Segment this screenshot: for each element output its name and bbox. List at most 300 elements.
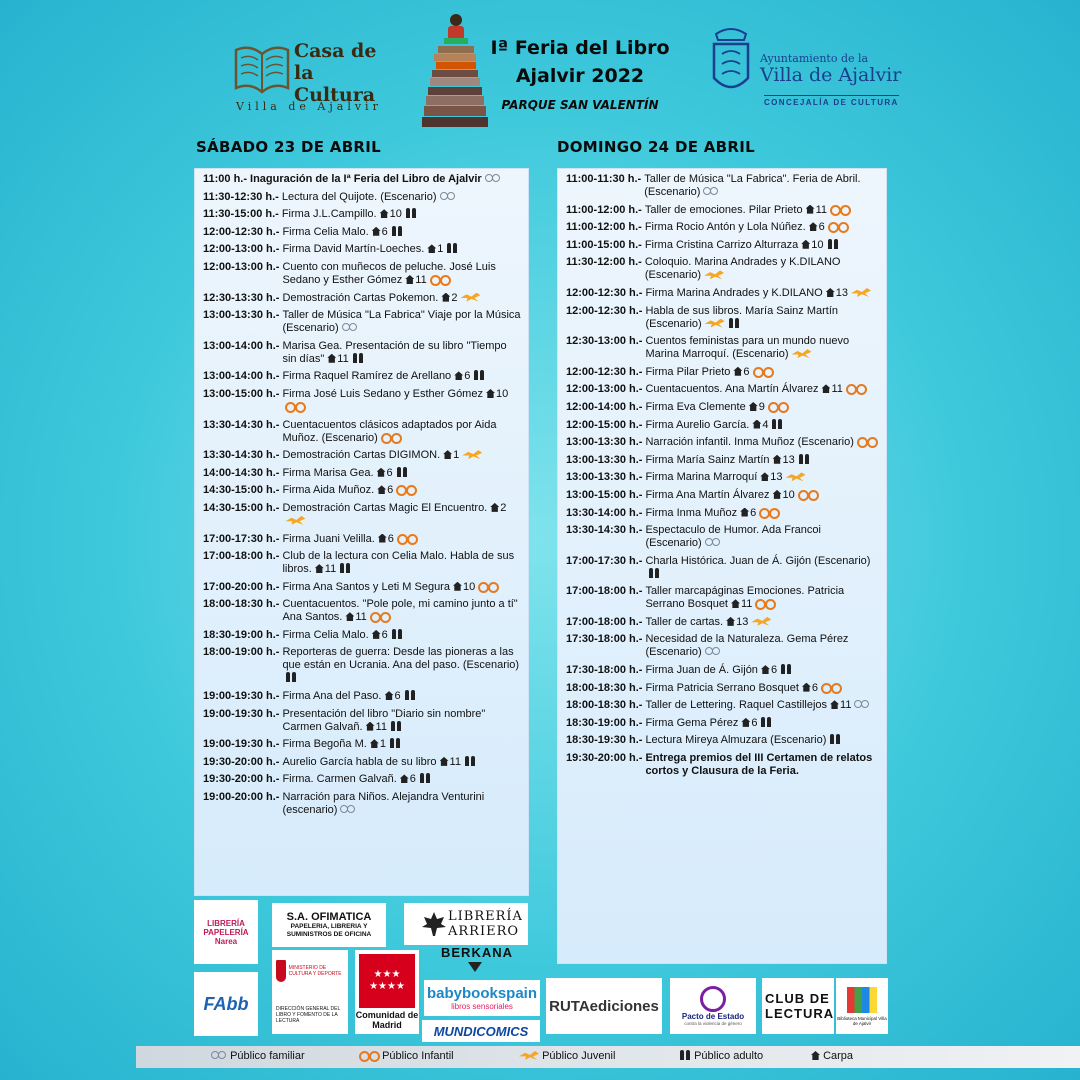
entry-time: 19:30-20:00 h.- bbox=[203, 755, 280, 768]
feria-title-line2: Ajalvir 2022 bbox=[515, 65, 645, 87]
child-audience-icon bbox=[396, 484, 416, 494]
entry-description bbox=[282, 467, 522, 480]
entry-time: 11:00-12:00 h.- bbox=[566, 203, 642, 216]
adult-audience-icon bbox=[352, 353, 364, 363]
casa-cultura-logo bbox=[232, 34, 392, 118]
schedule-entry bbox=[203, 708, 522, 734]
tent-number: 6 bbox=[770, 664, 778, 677]
entry-description bbox=[645, 633, 880, 659]
youth-audience-icon bbox=[704, 270, 724, 279]
entry-description-text: Firma Cristina Carrizo Alturraza bbox=[644, 238, 799, 251]
tent-number: 11 bbox=[449, 755, 461, 768]
entry-description-text: Taller de Música "La Fabrica". Feria de Abril. (Escenario) bbox=[644, 173, 861, 198]
entry-time: 12:00-13:00 h.- bbox=[203, 243, 280, 256]
entry-time: 19:00-20:00 h.- bbox=[203, 791, 280, 804]
entry-description bbox=[282, 226, 522, 239]
legend-juvenil bbox=[516, 1050, 615, 1062]
tent-number: 13 bbox=[782, 453, 795, 466]
pacto-estado-logo bbox=[670, 978, 756, 1034]
ayto-line1: Ayuntamiento de la bbox=[760, 52, 869, 65]
comunidad-madrid-logo bbox=[355, 950, 419, 1034]
adult-audience-icon bbox=[390, 721, 402, 731]
family-audience-icon bbox=[342, 322, 358, 332]
legend-carpa-label: Carpa bbox=[823, 1050, 854, 1062]
schedule-entry bbox=[203, 208, 522, 221]
entry-description-text: Marisa Gea. Presentación de su libro "Tiempo sin días" bbox=[282, 339, 507, 365]
entry-description-text: Firma Ana del Paso. bbox=[282, 690, 382, 703]
schedule-entry bbox=[566, 419, 880, 432]
entry-description bbox=[282, 449, 522, 462]
entry-time: 19:30-20:00 h.- bbox=[566, 752, 643, 765]
schedule-entry bbox=[203, 292, 522, 305]
tent-icon bbox=[490, 503, 499, 512]
entry-time: 19:00-19:30 h.- bbox=[203, 707, 280, 720]
child-audience-icon bbox=[821, 682, 841, 692]
saturday-title: SÁBADO 23 DE ABRIL bbox=[196, 138, 382, 156]
mundicomics-text: MUNDICOMICS bbox=[433, 1023, 529, 1039]
entry-description bbox=[645, 401, 880, 414]
feria-title-line1: Iª Feria del Libro bbox=[490, 37, 670, 59]
entry-description-text: Demostración Cartas Pokemon. bbox=[282, 291, 439, 304]
entry-time: 12:00-13:00 h.- bbox=[203, 260, 280, 273]
entry-time: 13:30-14:00 h.- bbox=[566, 506, 643, 519]
entry-description-text: Cuentos feministas para un mundo nuevo Marina Marroquí. (Escenario) bbox=[645, 335, 850, 361]
entry-description-text: Necesidad de la Naturaleza. Gema Pérez (Escenario) bbox=[645, 633, 849, 659]
entry-description bbox=[282, 738, 522, 751]
entry-time: 17:00-18:00 h.- bbox=[203, 550, 280, 563]
entry-description bbox=[282, 191, 522, 204]
entry-description bbox=[645, 734, 880, 747]
schedule-entry bbox=[566, 717, 880, 730]
tent-icon bbox=[773, 455, 782, 464]
schedule-entry bbox=[203, 550, 522, 576]
entry-description bbox=[282, 261, 522, 287]
entry-time: 12:00-12:30 h.- bbox=[566, 365, 643, 378]
tent-number: 1 bbox=[453, 449, 460, 462]
adult-audience-icon bbox=[760, 717, 772, 727]
schedule-entry bbox=[203, 226, 522, 239]
adult-audience-icon bbox=[464, 756, 476, 766]
youth-audience-icon bbox=[285, 516, 305, 525]
maple-leaf-icon bbox=[420, 910, 448, 938]
entry-description-text: Firma Gema Pérez bbox=[645, 716, 739, 729]
legend-carpa bbox=[808, 1050, 853, 1062]
entry-description bbox=[645, 383, 880, 396]
feria-title bbox=[480, 34, 680, 90]
youth-audience-icon bbox=[792, 349, 812, 358]
entry-description-text: Firma. Carmen Galvañ. bbox=[282, 773, 397, 786]
child-audience-icon bbox=[846, 383, 866, 393]
tent-number: 2 bbox=[451, 291, 458, 304]
child-audience-icon bbox=[285, 401, 305, 411]
schedule-entry bbox=[566, 256, 880, 282]
youth-audience-icon bbox=[705, 319, 725, 328]
entry-description bbox=[645, 616, 880, 629]
child-audience-icon bbox=[857, 436, 877, 446]
entry-time: 14:30-15:00 h.- bbox=[203, 484, 280, 497]
entry-description bbox=[282, 419, 522, 445]
schedule-entry bbox=[566, 366, 880, 379]
entry-description-text: Habla de sus libros. María Sainz Martín (Escenario) bbox=[645, 304, 839, 330]
tent-icon bbox=[454, 371, 463, 380]
entry-description bbox=[282, 502, 522, 528]
tent-icon bbox=[327, 354, 336, 363]
entry-time: 17:00-17:30 h.- bbox=[566, 554, 643, 567]
schedule-entry bbox=[203, 173, 522, 186]
entry-description-text: Cuento con muñecos de peluche. José Luis Sedano y Esther Gómez bbox=[282, 260, 496, 286]
arriero-text: LIBRERÍA ARRIERO bbox=[448, 909, 523, 939]
schedule-entry bbox=[566, 699, 880, 712]
adult-audience-icon bbox=[446, 243, 458, 253]
schedule-entry bbox=[203, 243, 522, 256]
entry-time: 13:30-14:30 h.- bbox=[203, 449, 280, 462]
tent-number: 4 bbox=[762, 418, 769, 431]
schedule-entry bbox=[203, 502, 522, 528]
entry-description bbox=[282, 773, 522, 786]
entry-description-text: Firma Celia Malo. bbox=[282, 628, 369, 641]
tent-number: 11 bbox=[831, 383, 843, 396]
schedule-entry bbox=[566, 585, 880, 611]
schedule-entry bbox=[203, 598, 522, 624]
entry-description bbox=[645, 489, 880, 502]
entry-description bbox=[645, 507, 880, 520]
entry-description-text: Firma Patricia Serrano Bosquet bbox=[645, 681, 799, 694]
tent-icon bbox=[830, 700, 839, 709]
schedule-entry bbox=[203, 738, 522, 751]
entry-time: 18:00-18:30 h.- bbox=[203, 598, 280, 611]
schedule-entry bbox=[203, 773, 522, 786]
tent-number: 11 bbox=[375, 720, 387, 733]
tent-icon bbox=[453, 582, 462, 591]
tent-icon bbox=[378, 534, 387, 543]
schedule-entry bbox=[566, 401, 880, 414]
schedule-entry bbox=[566, 335, 880, 361]
schedule-entry bbox=[566, 239, 880, 252]
entry-description-text: Charla Histórica. Juan de Á. Gijón (Escenario) bbox=[645, 554, 871, 567]
entry-description bbox=[645, 471, 880, 484]
schedule-entry bbox=[566, 204, 880, 217]
legend-juvenil-label: Público Juvenil bbox=[542, 1050, 616, 1062]
entry-time: 17:30-18:00 h.- bbox=[566, 633, 643, 646]
entry-description-text: Firma Celia Malo. bbox=[282, 225, 369, 238]
tent-icon bbox=[760, 472, 769, 481]
legend-familiar-label: Público familiar bbox=[230, 1050, 305, 1062]
tent-icon bbox=[441, 293, 450, 302]
schedule-entry bbox=[203, 388, 522, 414]
entry-description-text: Firma Ana Martín Álvarez bbox=[645, 488, 770, 501]
entry-description-text: Taller de emociones. Pilar Prieto bbox=[644, 203, 803, 216]
entry-description bbox=[282, 690, 522, 703]
schedule-entry bbox=[566, 489, 880, 502]
adult-audience-icon bbox=[771, 419, 783, 429]
entry-time: 13:00-15:00 h.- bbox=[203, 387, 280, 400]
schedule-entry bbox=[203, 629, 522, 642]
entry-time: 12:00-12:30 h.- bbox=[203, 225, 280, 238]
entry-time: 13:00-13:30 h.- bbox=[566, 471, 643, 484]
tent-number: 10 bbox=[389, 208, 402, 221]
entry-description bbox=[282, 309, 522, 335]
tent-icon bbox=[385, 691, 394, 700]
entry-description-text: Coloquio. Marina Andrades y K.DILANO (Escenario) bbox=[644, 256, 841, 282]
entry-description bbox=[282, 550, 522, 576]
child-audience-icon bbox=[768, 401, 788, 411]
entry-description-text: Cuentacuentos. "Pole pole, mi camino junto a tí" Ana Santos. bbox=[282, 598, 518, 624]
entry-description bbox=[645, 682, 880, 695]
schedule-entry bbox=[566, 664, 880, 677]
schedule-entry bbox=[203, 370, 522, 383]
adult-audience-icon bbox=[473, 370, 485, 380]
tent-icon bbox=[345, 612, 354, 621]
entry-description bbox=[282, 581, 522, 594]
entry-description bbox=[250, 173, 522, 186]
schedule-entry bbox=[203, 756, 522, 769]
entry-time: 18:00-18:30 h.- bbox=[566, 681, 643, 694]
child-audience-icon bbox=[381, 432, 401, 442]
sunday-title: DOMINGO 24 DE ABRIL bbox=[557, 138, 755, 156]
ministerio-text: MINISTERIO DE CULTURA Y DEPORTE bbox=[288, 965, 342, 977]
tent-icon bbox=[806, 205, 815, 214]
entry-time: 11:00-15:00 h.- bbox=[566, 238, 642, 251]
entry-time: 18:00-18:30 h.- bbox=[566, 699, 643, 712]
biblioteca-text: Biblioteca Municipal Villa de Ajalvir bbox=[837, 1015, 887, 1026]
entry-description bbox=[645, 305, 880, 331]
entry-time: 11:30-12:00 h.- bbox=[566, 256, 642, 269]
adult-audience-icon bbox=[780, 664, 792, 674]
entry-time: 17:30-18:00 h.- bbox=[566, 664, 643, 677]
schedule-entry bbox=[566, 752, 880, 778]
entry-description bbox=[645, 454, 880, 467]
tent-icon bbox=[740, 508, 749, 517]
entry-description bbox=[282, 388, 522, 414]
schedule-entry bbox=[566, 305, 880, 331]
entry-description-text: Firma Eva Clemente bbox=[645, 400, 746, 413]
pacto-subtitle: contra la violencia de género bbox=[684, 1021, 742, 1026]
saturday-schedule bbox=[194, 168, 529, 896]
pacto-circle-icon bbox=[700, 986, 726, 1012]
entry-description bbox=[282, 791, 522, 817]
entry-description-text: Inaguración de la Iª Feria del Libro de Ajalvir bbox=[250, 173, 482, 185]
adult-audience-icon bbox=[648, 568, 660, 578]
entry-time: 12:00-12:30 h.- bbox=[566, 304, 643, 317]
adult-audience-icon bbox=[404, 690, 416, 700]
entry-description bbox=[645, 419, 880, 432]
tent-number: 13 bbox=[770, 471, 783, 484]
entry-description-text: Firma Marina Andrades y K.DILANO bbox=[645, 286, 823, 299]
tent-icon bbox=[443, 450, 452, 459]
legend-infantil bbox=[356, 1050, 454, 1062]
tent-icon bbox=[370, 739, 379, 748]
entry-description-text: Firma María Sainz Martín bbox=[645, 453, 770, 466]
tent-icon bbox=[366, 722, 375, 731]
tent-number: 11 bbox=[337, 352, 349, 365]
entry-description-text: Firma José Luis Sedano y Esther Gómez bbox=[282, 387, 483, 400]
schedule-entry bbox=[566, 436, 880, 449]
ofimatica-title: S.A. OFIMATICA bbox=[286, 911, 372, 923]
entry-time: 11:00-11:30 h.- bbox=[566, 173, 642, 185]
tent-icon bbox=[380, 209, 389, 218]
family-audience-icon bbox=[705, 537, 721, 547]
ofimatica-logo bbox=[272, 903, 386, 947]
tent-icon bbox=[400, 774, 409, 783]
tent-icon bbox=[440, 757, 449, 766]
schedule-entry bbox=[203, 191, 522, 204]
tent-icon bbox=[377, 485, 386, 494]
tent-number: 1 bbox=[437, 243, 444, 256]
tent-number: 11 bbox=[815, 203, 827, 216]
schedule-entry bbox=[566, 454, 880, 467]
entry-description bbox=[645, 717, 880, 730]
legend-adulto-label: Público adulto bbox=[694, 1050, 764, 1062]
family-audience-icon bbox=[485, 173, 501, 183]
feria-place: PARQUE SAN VALENTÍN bbox=[501, 98, 659, 112]
child-audience-icon bbox=[478, 581, 498, 591]
tent-number: 10 bbox=[782, 488, 795, 501]
entry-description-text: Demostración Cartas Magic El Encuentro. bbox=[282, 501, 488, 514]
family-audience-icon bbox=[440, 191, 456, 201]
entry-description bbox=[282, 292, 522, 305]
entry-description-text: Firma Begoña M. bbox=[282, 738, 367, 751]
entry-description-text: Firma Juan de Á. Gijón bbox=[645, 664, 758, 677]
tent-icon bbox=[749, 402, 758, 411]
entry-time: 14:00-14:30 h.- bbox=[203, 466, 280, 479]
entry-time: 13:00-13:30 h.- bbox=[566, 453, 643, 466]
tent-icon bbox=[372, 227, 381, 236]
entry-description-text: Firma Ana Santos y Leti M Segura bbox=[282, 580, 450, 593]
sunday-schedule bbox=[557, 168, 887, 964]
schedule-entry bbox=[566, 616, 880, 629]
child-audience-icon bbox=[759, 507, 779, 517]
entry-time: 11:00-12:00 h.- bbox=[566, 221, 642, 234]
entry-description-text: Firma Juani Velilla. bbox=[282, 532, 375, 545]
tent-number: 6 bbox=[743, 365, 750, 378]
ayto-line2: Villa de Ajalvir bbox=[760, 64, 902, 86]
tent-icon bbox=[741, 718, 750, 727]
spain-shield-icon bbox=[276, 960, 286, 982]
entry-time: 12:00-12:30 h.- bbox=[566, 286, 643, 299]
tent-number: 6 bbox=[386, 466, 393, 479]
tent-number: 1 bbox=[379, 738, 386, 751]
entry-description bbox=[282, 484, 522, 497]
entry-time: 13:00-13:30 h.- bbox=[203, 309, 280, 322]
tent-number: 6 bbox=[464, 370, 471, 383]
youth-audience-icon bbox=[460, 293, 480, 302]
entry-description bbox=[282, 629, 522, 642]
tent-icon bbox=[733, 367, 742, 376]
tent-icon bbox=[773, 490, 782, 499]
legend-bar bbox=[136, 1046, 1080, 1068]
entry-description bbox=[282, 598, 522, 624]
entry-description bbox=[645, 699, 880, 712]
entry-time: 11:30-15:00 h.- bbox=[203, 208, 279, 221]
schedule-entry bbox=[566, 383, 880, 396]
open-book-icon bbox=[232, 38, 292, 98]
schedule-entry bbox=[203, 581, 522, 594]
adult-audience-icon bbox=[391, 629, 403, 639]
entry-time: 13:00-15:00 h.- bbox=[566, 488, 643, 501]
entry-description bbox=[645, 221, 880, 234]
entry-time: 12:00-13:00 h.- bbox=[566, 383, 643, 396]
youth-audience-icon bbox=[851, 288, 871, 297]
entry-description-text: Firma Inma Muñoz bbox=[645, 506, 738, 519]
tent-number: 6 bbox=[750, 506, 757, 519]
tent-icon bbox=[802, 683, 811, 692]
entry-description-text: Firma Aida Muñoz. bbox=[282, 484, 375, 497]
entry-time: 19:00-19:30 h.- bbox=[203, 738, 280, 751]
adult-audience-icon bbox=[728, 318, 740, 328]
narea-text: LIBRERÍA PAPELERÍA Narea bbox=[203, 918, 249, 946]
schedule-entry bbox=[203, 484, 522, 497]
entry-time: 12:30-13:30 h.- bbox=[203, 291, 280, 304]
entry-description bbox=[282, 756, 522, 769]
entry-time: 11:00 h.- bbox=[203, 173, 248, 185]
child-audience-icon bbox=[753, 366, 773, 376]
tent-number: 6 bbox=[381, 225, 388, 238]
schedule-entry bbox=[203, 791, 522, 817]
tent-number: 10 bbox=[811, 238, 824, 251]
tent-icon bbox=[809, 222, 818, 231]
ministerio-logo bbox=[272, 950, 348, 1034]
tent-number: 13 bbox=[736, 615, 749, 628]
biblioteca-books-icon bbox=[847, 987, 877, 1013]
adult-audience-icon bbox=[285, 672, 297, 682]
entry-description-text: Firma Pilar Prieto bbox=[645, 365, 731, 378]
comunidad-text: Comunidad de Madrid bbox=[355, 1010, 419, 1030]
schedule-entry bbox=[566, 633, 880, 659]
schedule-entry bbox=[203, 646, 522, 685]
child-audience-icon bbox=[828, 221, 848, 231]
pacto-text: Pacto de Estado bbox=[681, 1012, 745, 1021]
entry-time: 17:00-17:30 h.- bbox=[203, 532, 280, 545]
tent-number: 6 bbox=[387, 484, 394, 497]
entry-description-text: Demostración Cartas DIGIMON. bbox=[282, 449, 441, 462]
schedule-entry bbox=[203, 533, 522, 546]
entry-description bbox=[282, 708, 522, 734]
tent-icon bbox=[372, 630, 381, 639]
schedule-entry bbox=[566, 507, 880, 520]
entry-description-text: Narración infantil. Inma Muñoz (Escenario) bbox=[645, 436, 854, 449]
entry-time: 19:00-19:30 h.- bbox=[203, 690, 280, 703]
legend-familiar bbox=[208, 1050, 305, 1062]
schedule-entry bbox=[566, 471, 880, 484]
ayuntamiento-logo bbox=[706, 24, 906, 114]
tent-icon bbox=[405, 275, 414, 284]
entry-description bbox=[645, 287, 880, 300]
schedule-entry bbox=[566, 524, 880, 550]
youth-audience-icon bbox=[462, 450, 482, 459]
entry-description bbox=[645, 256, 880, 282]
ruta-ediciones-logo bbox=[546, 978, 662, 1034]
tent-number: 6 bbox=[394, 690, 401, 703]
schedule-entry bbox=[566, 734, 880, 747]
entry-time: 18:30-19:30 h.- bbox=[566, 734, 643, 747]
ayto-line3: CONCEJALÍA DE CULTURA bbox=[764, 95, 899, 107]
entry-description bbox=[645, 585, 880, 611]
mundicomics-logo bbox=[422, 1020, 540, 1042]
adult-audience-icon bbox=[829, 734, 841, 744]
madrid-stars-icon: ★★★ ★★★★ bbox=[359, 954, 415, 1008]
babybook-subtitle: libros sensoriales bbox=[451, 1002, 513, 1011]
ofimatica-subtitle: PAPELERIA, LIBRERIA Y SUMINISTROS DE OFICINA bbox=[286, 923, 372, 938]
entry-description-text: Lectura del Quijote. (Escenario) bbox=[281, 190, 437, 203]
entry-description-text: Espectaculo de Humor. Ada Francoi (Escenario) bbox=[645, 524, 821, 550]
babybook-text: babybookspain bbox=[426, 985, 538, 1002]
biblioteca-logo bbox=[836, 978, 888, 1034]
tent-icon bbox=[377, 468, 386, 477]
adult-audience-icon bbox=[339, 563, 351, 573]
entry-description bbox=[282, 340, 522, 366]
tent-number: 11 bbox=[840, 699, 852, 712]
entry-description-text: Taller de Música "La Fabrica" Viaje por la Música (Escenario) bbox=[282, 309, 521, 335]
